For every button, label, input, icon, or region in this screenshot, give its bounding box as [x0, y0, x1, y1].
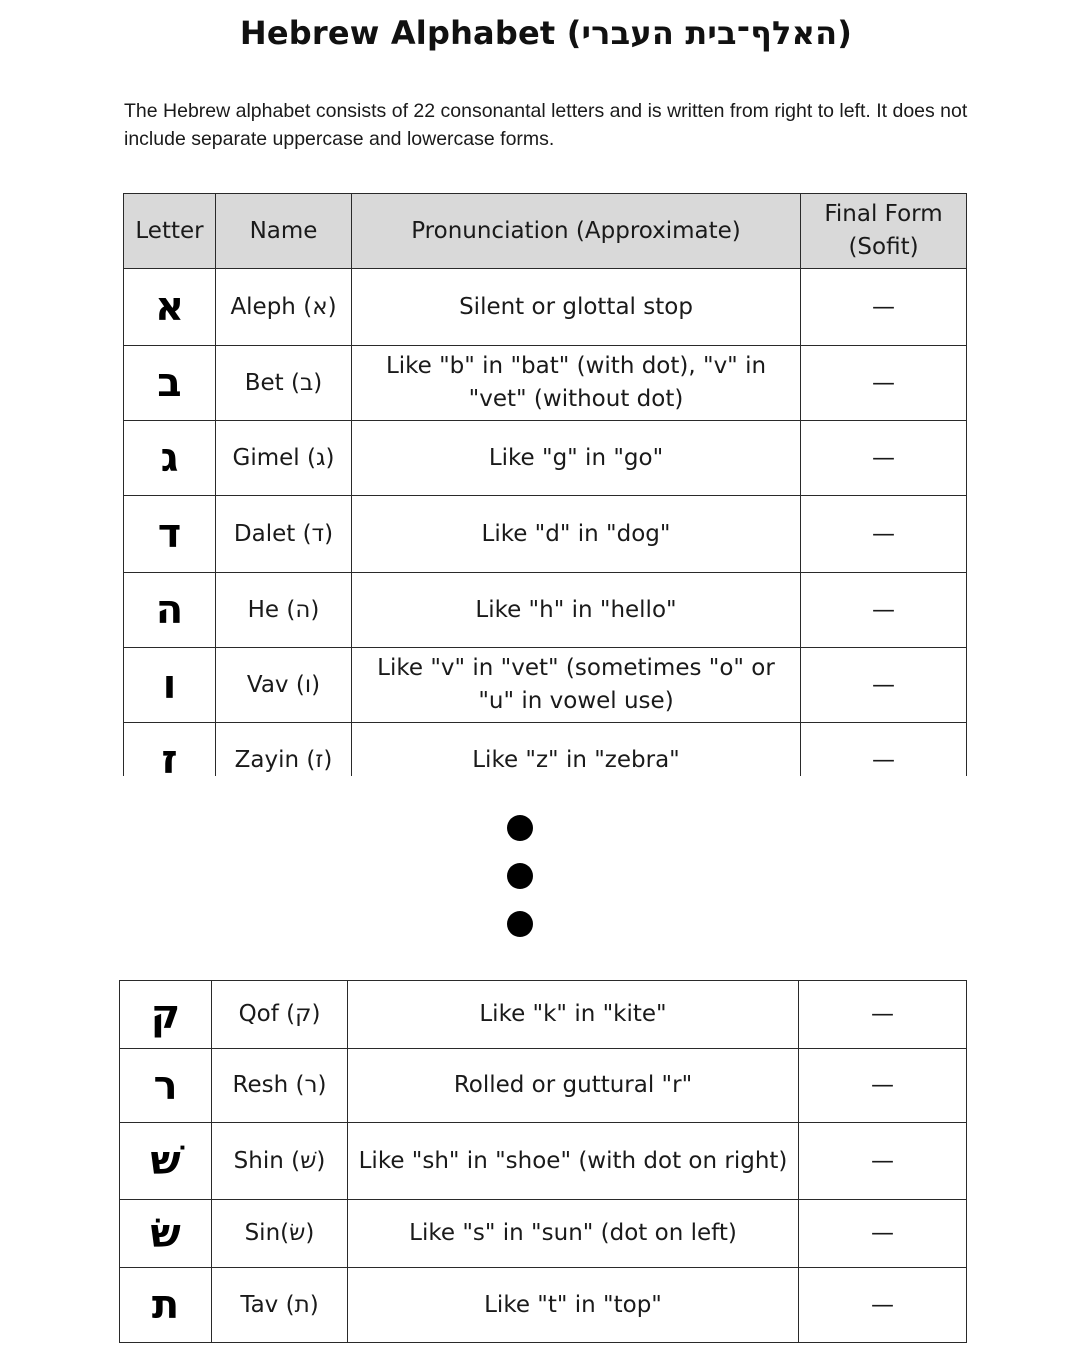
- letter-cell: שׂ: [120, 1200, 212, 1268]
- final-form-cell: —: [799, 1200, 967, 1268]
- letter-cell: ה: [124, 573, 216, 648]
- final-form-cell: —: [801, 421, 967, 496]
- table-row: [120, 1200, 967, 1268]
- table-row: [124, 346, 967, 421]
- name-cell: Qof (ק): [212, 981, 348, 1049]
- table-row: [124, 648, 967, 723]
- name-cell: Tav (ת): [212, 1268, 348, 1343]
- letter-cell: שׁ: [120, 1123, 212, 1200]
- pronunciation-cell: Rolled or guttural "r": [348, 1049, 799, 1123]
- table-header-row: [124, 194, 967, 269]
- letter-cell: א: [124, 269, 216, 346]
- letter-cell: ב: [124, 346, 216, 421]
- final-form-cell: —: [799, 1049, 967, 1123]
- table-row: [124, 723, 967, 777]
- ellipsis-dot: [507, 815, 533, 841]
- table-row: [120, 981, 967, 1049]
- letter-cell: ת: [120, 1268, 212, 1343]
- pronunciation-cell: Like "h" in "hello": [352, 573, 801, 648]
- ellipsis-dot: [507, 911, 533, 937]
- name-cell: Zayin (ז): [216, 723, 352, 777]
- table-row: [124, 421, 967, 496]
- name-cell: He (ה): [216, 573, 352, 648]
- pronunciation-cell: Like "s" in "sun" (dot on left): [348, 1200, 799, 1268]
- alphabet-table-bottom: [119, 980, 967, 1343]
- name-cell: Bet (ב): [216, 346, 352, 421]
- final-form-cell: —: [801, 648, 967, 723]
- header-letter: Letter: [124, 194, 216, 269]
- pronunciation-cell: Like "b" in "bat" (with dot), "v" in "vet" (without dot): [352, 346, 801, 421]
- final-form-cell: —: [801, 573, 967, 648]
- intro-paragraph: The Hebrew alphabet consists of 22 consonantal letters and is written from right to left. It does not include separate uppercase and lowercase forms.: [124, 100, 968, 150]
- ellipsis-dot: [507, 863, 533, 889]
- final-form-cell: —: [799, 981, 967, 1049]
- table-row: [120, 1268, 967, 1343]
- final-form-cell: —: [799, 1268, 967, 1343]
- letter-cell: ק: [120, 981, 212, 1049]
- pronunciation-cell: Like "d" in "dog": [352, 496, 801, 573]
- letter-cell: ו: [124, 648, 216, 723]
- table-row: [124, 269, 967, 346]
- name-cell: Shin (שׁ): [212, 1123, 348, 1200]
- pronunciation-cell: Silent or glottal stop: [352, 269, 801, 346]
- name-cell: Dalet (ד): [216, 496, 352, 573]
- final-form-cell: —: [801, 346, 967, 421]
- header-pronunciation: Pronunciation (Approximate): [352, 194, 801, 269]
- name-cell: Vav (ו): [216, 648, 352, 723]
- final-form-cell: —: [801, 269, 967, 346]
- letter-cell: ד: [124, 496, 216, 573]
- pronunciation-cell: Like "k" in "kite": [348, 981, 799, 1049]
- letter-cell: ג: [124, 421, 216, 496]
- pronunciation-cell: Like "g" in "go": [352, 421, 801, 496]
- table-row: [124, 496, 967, 573]
- pronunciation-cell: Like "t" in "top": [348, 1268, 799, 1343]
- final-form-cell: —: [799, 1123, 967, 1200]
- name-cell: Gimel (ג): [216, 421, 352, 496]
- final-form-cell: —: [801, 496, 967, 573]
- table-row: [124, 573, 967, 648]
- letter-cell: ז: [124, 723, 216, 777]
- pronunciation-cell: Like "z" in "zebra": [352, 723, 801, 777]
- name-cell: Aleph (א): [216, 269, 352, 346]
- pronunciation-cell: Like "sh" in "shoe" (with dot on right): [348, 1123, 799, 1200]
- table-row: [120, 1123, 967, 1200]
- header-name: Name: [216, 194, 352, 269]
- pronunciation-cell: Like "v" in "vet" (sometimes "o" or "u" in vowel use): [352, 648, 801, 723]
- header-final-form: Final Form (Sofit): [801, 194, 967, 269]
- alphabet-table-top: [123, 193, 967, 776]
- letter-cell: ר: [120, 1049, 212, 1123]
- page-title: Hebrew Alphabet (האלף־בית העברי): [239, 14, 853, 52]
- final-form-cell: —: [801, 723, 967, 777]
- name-cell: Sin(שׂ): [212, 1200, 348, 1268]
- name-cell: Resh (ר): [212, 1049, 348, 1123]
- table-bottom-section: [0, 979, 1080, 1350]
- table-row: [120, 1049, 967, 1123]
